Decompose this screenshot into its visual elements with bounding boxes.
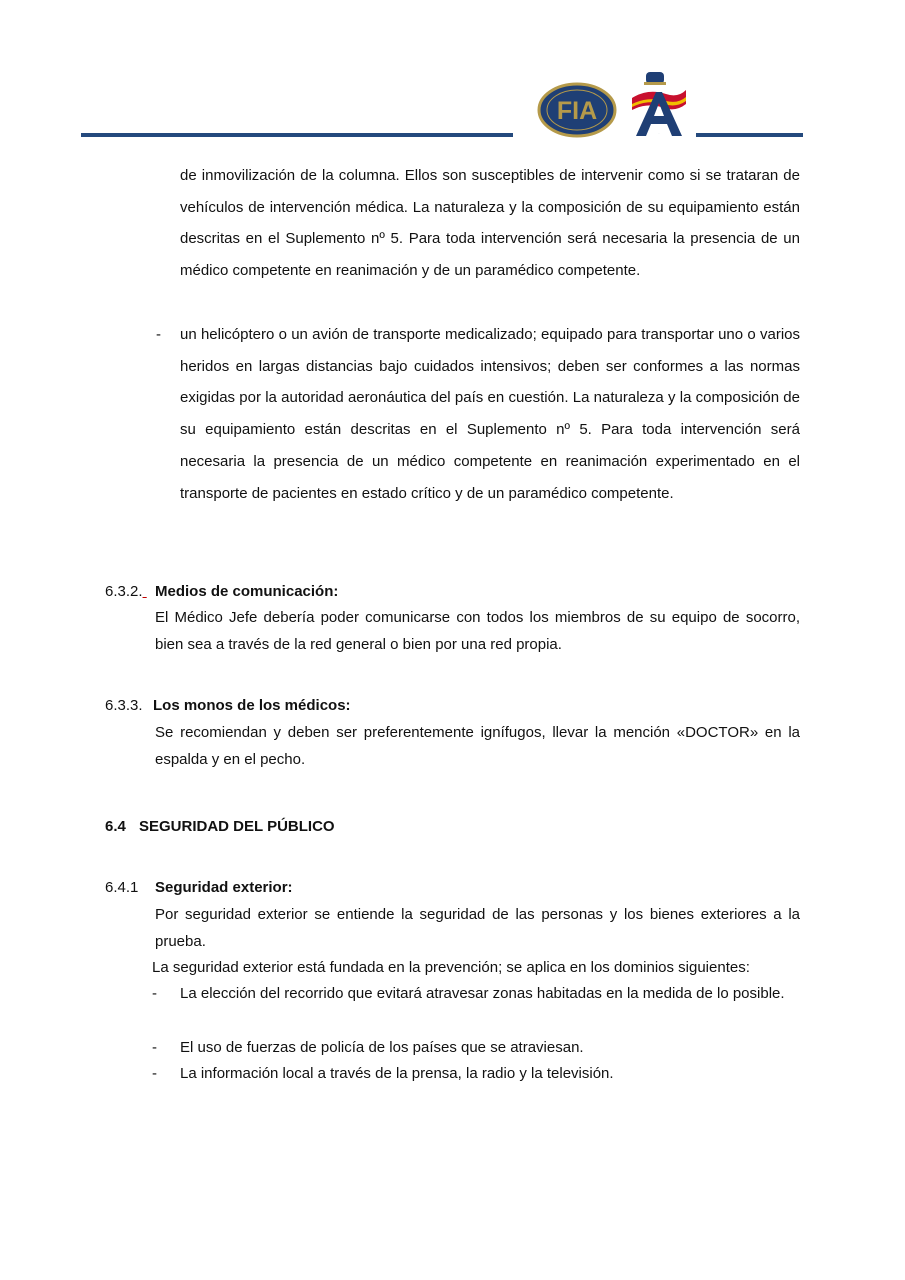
rfea-logo-text: A — [658, 134, 660, 135]
section-6-3-3-number: 6.3.3. — [105, 697, 143, 714]
list-item-dash: - — [152, 1039, 157, 1056]
section-6-4-number: 6.4 — [105, 818, 126, 835]
section-6-4-1-number: 6.4.1 — [105, 879, 139, 896]
section-6-3-3-body: Se recomiendan y deben ser preferentemente ignífugos, llevar la mención «DOCTOR» en la espalda y en el pecho. — [155, 724, 800, 768]
list-item: El uso de fuerzas de policía de los países que se atraviesan. — [180, 1039, 584, 1056]
section-6-3-3-title: Los monos de los médicos: — [153, 697, 351, 714]
red-underline-mark — [143, 583, 147, 600]
bullet-dash: - — [156, 326, 161, 343]
continued-paragraph: de inmovilización de la columna. Ellos son susceptibles de intervenir como si se trataran de vehículos de intervención médica. La naturaleza y la composición de su equipamiento están descritas en el Suplemento nº 5. Para toda intervención será necesaria la presencia de un médico competente en reanimación y de un paramédico competente. — [180, 167, 800, 280]
fia-logo — [537, 82, 617, 138]
fia-logo-text: FIA — [556, 97, 598, 125]
section-6-4-1-body1: Por seguridad exterior se entiende la seguridad de las personas y los bienes exteriores a la prueba. — [155, 906, 800, 950]
section-6-4-1-body2: La seguridad exterior está fundada en la prevención; se aplica en los dominios siguientes: — [152, 959, 750, 976]
list-item: La información local a través de la prensa, la radio y la televisión. — [180, 1065, 614, 1082]
section-6-3-2-number — [105, 583, 147, 600]
section-6-4-1-title: Seguridad exterior: — [155, 879, 293, 896]
section-6-4-title: SEGURIDAD DEL PÚBLICO — [139, 818, 335, 835]
header-line-left — [81, 133, 513, 137]
section-6-3-2-body: El Médico Jefe debería poder comunicarse con todos los miembros de su equipo de socorro, bien sea a través de la red general o bien por una red propia. — [155, 609, 800, 653]
rfea-logo — [626, 70, 690, 138]
list-item-dash: - — [152, 1065, 157, 1082]
helicopter-bullet-text: un helicóptero o un avión de transporte medicalizado; equipado para transportar uno o varios heridos en largas distancias bajo cuidados intensivos; deben ser conformes a las normas exigidas por la autoridad aeronáutica del país en cuestión. La naturaleza y la composición de su equipamiento están descritas en el Suplemento nº 5. Para toda intervención será necesaria la presencia de un médico competente en reanimación experimentado en el transporte de pacientes en estado crítico y de un paramédico competente. — [180, 326, 800, 502]
list-item-dash: - — [152, 985, 157, 1002]
section-6-3-2-title: Medios de comunicación: — [155, 583, 339, 600]
section-number: 6.3.2. — [105, 583, 143, 600]
list-item: La elección del recorrido que evitará atravesar zonas habitadas en la medida de lo posible. — [180, 985, 785, 1002]
header-line-right — [696, 133, 803, 137]
